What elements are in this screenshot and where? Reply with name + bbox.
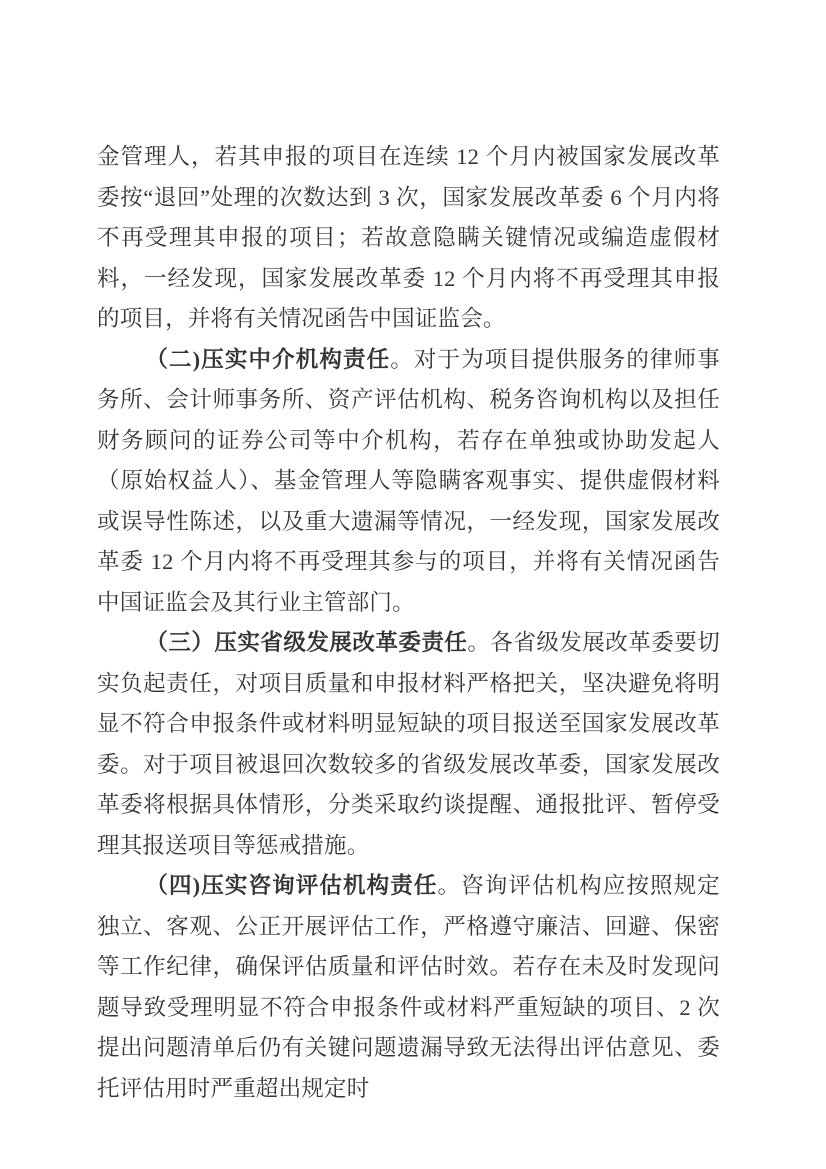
- paragraph-text: 金管理人，若其申报的项目在连续 12 个月内被国家发展改革委按“退回”处理的次数达到 3 次，国家发展改革委 6 个月内将不再受理其申报的项目；若故意隐瞒关键情况或编造虚假材料，一经发现，国家发展改革委 12 个月内将不再受理其申报的项目，并将有关情况函告中国证监会。: [97, 144, 720, 331]
- paragraph-item-2: [97, 340, 720, 624]
- document-content: [97, 137, 720, 1109]
- paragraph-item-3: [97, 623, 720, 866]
- paragraph-lead: （二)压实中介机构责任: [145, 346, 391, 372]
- paragraph-text: 。各省级发展改革委要切实负起责任，对项目质量和申报材料严格把关，坚决避免将明显不符合申报条件或材料明显短缺的项目报送至国家发展改革委。对于项目被退回次数较多的省级发展改革委，国家发展改革委将根据具体情形，分类采取约谈提醒、通报批评、暂停受理其报送项目等惩戒措施。: [97, 630, 720, 858]
- paragraph-lead: （三）压实省级发展改革委责任: [145, 630, 468, 655]
- paragraph-text: 。咨询评估机构应按照规定独立、客观、公正开展评估工作，严格遵守廉洁、回避、保密等工作纪律，确保评估质量和评估时效。若存在未及时发现问题导致受理明显不符合申报条件或材料严重短缺的项目、2 次提出问题清单后仍有关键问题遗漏导致无法得出评估意见、委托评估用时严重超出规定时: [97, 873, 720, 1101]
- paragraph-text: 。对于为项目提供服务的律师事务所、会计师事务所、资产评估机构、税务咨询机构以及担任财务顾问的证券公司等中介机构，若存在单独或协助发起人（原始权益人）、基金管理人等隐瞒客观事实、提供虚假材料或误导性陈述，以及重大遗漏等情况，一经发现，国家发展改革委 12 个月内将不再受理其参与的项目，并将有关情况函告中国证监会及其行业主管部门。: [97, 346, 720, 615]
- paragraph-continuation: [97, 137, 720, 340]
- paragraph-item-4: [97, 866, 720, 1109]
- paragraph-lead: （四)压实咨询评估机构责任: [145, 873, 438, 898]
